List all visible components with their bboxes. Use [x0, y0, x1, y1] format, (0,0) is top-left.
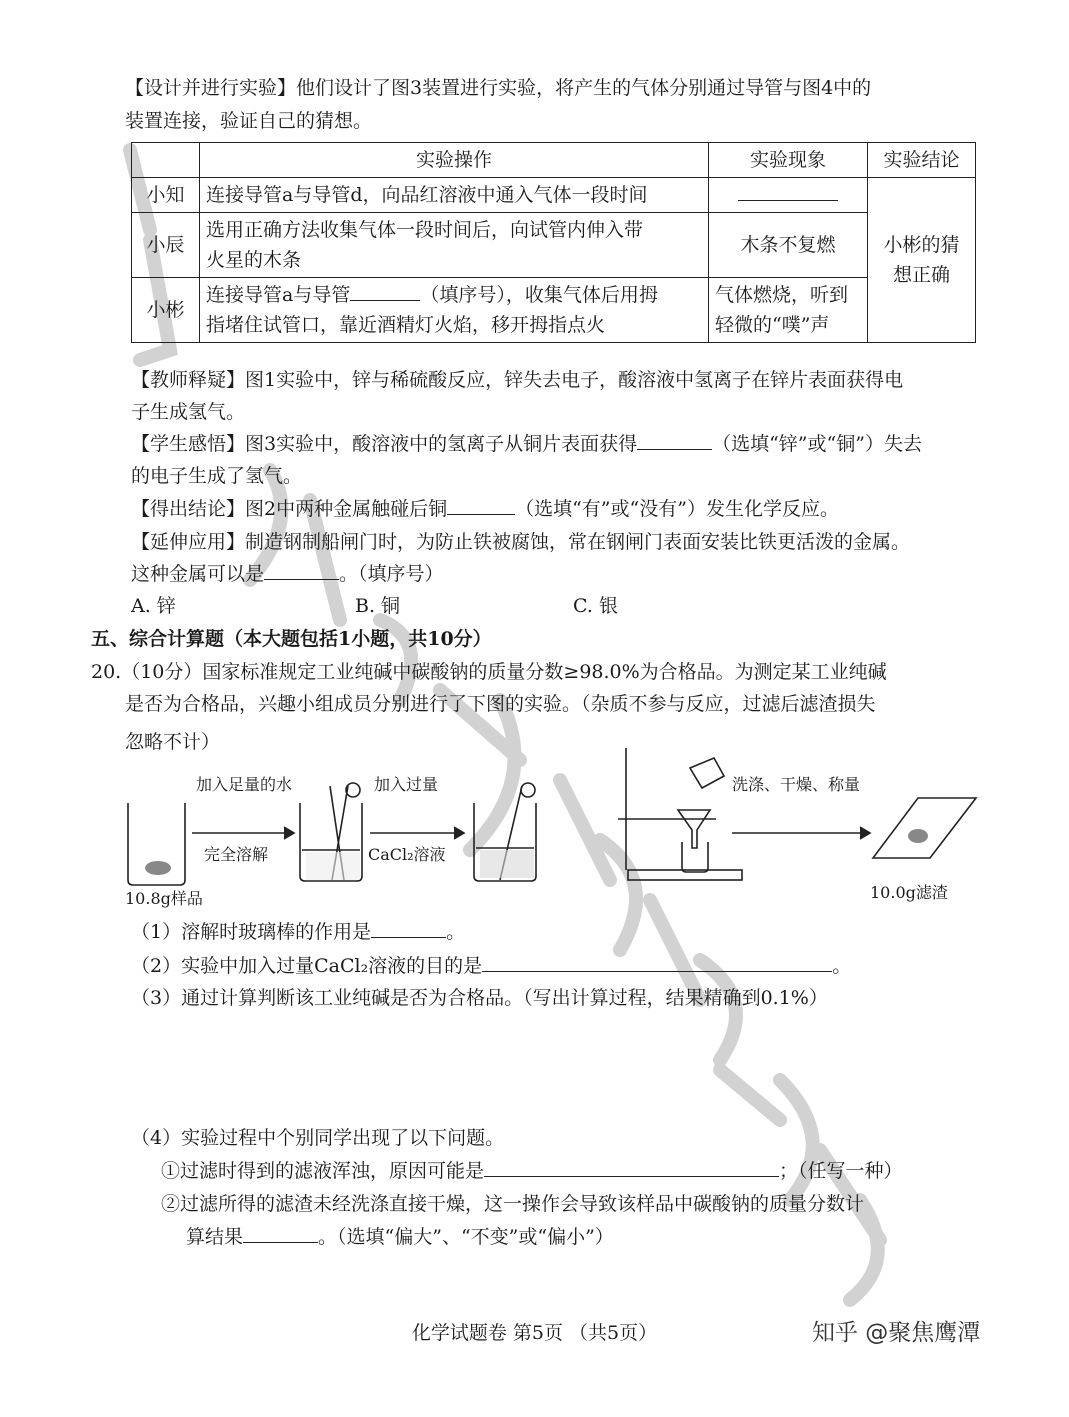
row-phenomenon-blank[interactable] — [709, 178, 868, 213]
operation-line-1 — [206, 280, 702, 310]
row-operation — [200, 278, 709, 343]
question-text: 。（选填“偏大”、“不变”或“偏小”） — [318, 1226, 614, 1248]
question-text: （1）溶解时玻璃棒的作用是 — [131, 921, 372, 943]
q20-line-1: 20.（10分）国家标准规定工业纯碱中碳酸钠的质量分数≥98.0%为合格品。为测定某工业纯碱 — [91, 661, 887, 683]
operation-line-2: 火星的木条 — [206, 249, 302, 271]
student-text: （选填“锌”或“铜”）失去 — [712, 433, 922, 455]
conclusion-text: 【得出结论】图2中两种金属触碰后铜 — [131, 498, 448, 520]
row-conclusion — [868, 178, 976, 343]
header-conclusion: 实验结论 — [868, 143, 976, 178]
answer-blank[interactable] — [484, 1158, 779, 1177]
student-line-2: 的电子生成了氢气。 — [131, 465, 303, 487]
step2-label-bottom: CaCl₂溶液 — [368, 845, 446, 864]
student-text: 【学生感悟】图3实验中，酸溶液中的氢离子从铜片表面获得 — [131, 433, 638, 455]
row-name: 小知 — [132, 178, 200, 213]
question-text: 。 — [832, 955, 852, 977]
step1-label-top: 加入足量的水 — [196, 775, 293, 794]
option-c: C. 银 — [573, 595, 618, 617]
operation-text: （填序号），收集气体后用拇 — [420, 284, 658, 306]
conclusion-line-1: 小彬的猜 — [883, 234, 960, 256]
question-text: ①过滤时得到的滤液浑浊，原因可能是 — [161, 1160, 485, 1182]
question-1 — [131, 917, 465, 947]
operation-line-2: 指堵住试管口，靠近酒精灯火焰，移开拇指点火 — [206, 314, 606, 336]
answer-blank[interactable] — [482, 953, 832, 972]
experiment-diagram — [118, 738, 978, 918]
extension-line-2 — [131, 559, 444, 589]
row-phenomenon: 木条不复燃 — [709, 213, 868, 278]
question-4-1 — [161, 1156, 903, 1186]
section-title: 五、综合计算题（本大题包括1小题，共10分） — [91, 628, 492, 650]
table-row — [132, 278, 976, 343]
question-4-2-line-2 — [186, 1222, 614, 1252]
page-footer: 化学试题卷 第5页 （共5页） — [411, 1322, 658, 1344]
question-text: ；（任写一种） — [779, 1160, 903, 1182]
conclusion-line-2: 想正确 — [892, 264, 950, 286]
row-operation — [200, 213, 709, 278]
intro-line-2: 装置连接，验证自己的猜想。 — [125, 110, 373, 132]
question-text: （2）实验中加入过量CaCl₂溶液的目的是 — [131, 955, 483, 977]
extension-text: 这种金属可以是 — [131, 563, 265, 585]
question-3: （3）通过计算判断该工业纯碱是否为合格品。（写出计算过程，结果精确到0.1%） — [131, 987, 828, 1009]
answer-blank[interactable] — [447, 496, 515, 515]
answer-blank[interactable] — [264, 561, 339, 580]
sample-label: 10.8g样品 — [125, 889, 203, 908]
teacher-line-1: 【教师释疑】图1实验中，锌与稀硫酸反应，锌失去电子，酸溶液中氢离子在锌片表面获得电 — [131, 369, 904, 391]
question-text: 算结果 — [186, 1226, 244, 1248]
question-2 — [131, 951, 851, 981]
answer-blank[interactable] — [243, 1224, 318, 1243]
step1-label-bottom: 完全溶解 — [204, 845, 269, 864]
header-operation: 实验操作 — [200, 143, 709, 178]
extension-text: 。（填序号） — [339, 563, 444, 585]
q20-line-3: 忽略不计） — [125, 731, 221, 753]
operation-line-1: 选用正确方法收集气体一段时间后，向试管内伸入带 — [206, 219, 644, 241]
conclusion-text: （选填“有”或“没有”）发生化学反应。 — [515, 498, 839, 520]
step3-label: 洗涤、干燥、称量 — [732, 775, 861, 794]
question-4: （4）实验过程中个别同学出现了以下问题。 — [131, 1127, 505, 1149]
table-row — [132, 213, 976, 278]
conclusion-line — [131, 494, 839, 524]
experiment-table — [131, 142, 976, 343]
student-line-1 — [131, 429, 922, 459]
answer-blank[interactable] — [371, 919, 446, 938]
source-credit: 知乎 @聚焦鹰潭 — [812, 1320, 981, 1346]
answer-blank[interactable] — [738, 182, 838, 201]
q20-line-2: 是否为合格品，兴趣小组成员分别进行了下图的实验。（杂质不参与反应，过滤后滤渣损失 — [125, 693, 876, 715]
step2-label-top: 加入过量 — [374, 775, 439, 794]
question-4-2-line-1: ②过滤所得的滤渣未经洗涤直接干燥，这一操作会导致该样品中碳酸钠的质量分数计 — [161, 1193, 865, 1215]
intro-line-1: 【设计并进行实验】他们设计了图3装置进行实验，将产生的气体分别通过导管与图4中的 — [125, 77, 872, 99]
header-phenomenon: 实验现象 — [709, 143, 868, 178]
row-phenomenon — [709, 278, 868, 343]
table-row — [132, 178, 976, 213]
row-name: 小辰 — [132, 213, 200, 278]
phenomenon-line-2: 轻微的“噗”声 — [715, 314, 830, 336]
header-empty — [132, 143, 200, 178]
answer-blank[interactable] — [350, 282, 420, 301]
question-text: 。 — [446, 921, 466, 943]
teacher-line-2: 子生成氢气。 — [131, 401, 246, 423]
option-b: B. 铜 — [355, 595, 401, 617]
extension-line-1: 【延伸应用】制造钢制船闸门时，为防止铁被腐蚀，常在钢闸门表面安装比铁更活泼的金属。 — [131, 531, 911, 553]
row-name: 小彬 — [132, 278, 200, 343]
phenomenon-line-1: 气体燃烧，听到 — [715, 284, 849, 306]
residue-label: 10.0g滤渣 — [870, 883, 948, 902]
operation-text: 连接导管a与导管d，向品红溶液中通入气体一段时间 — [206, 184, 648, 206]
option-a: A. 锌 — [131, 595, 176, 617]
row-operation — [200, 178, 709, 213]
operation-text: 连接导管a与导管 — [206, 284, 351, 306]
table-header-row — [132, 143, 976, 178]
answer-blank[interactable] — [637, 431, 712, 450]
